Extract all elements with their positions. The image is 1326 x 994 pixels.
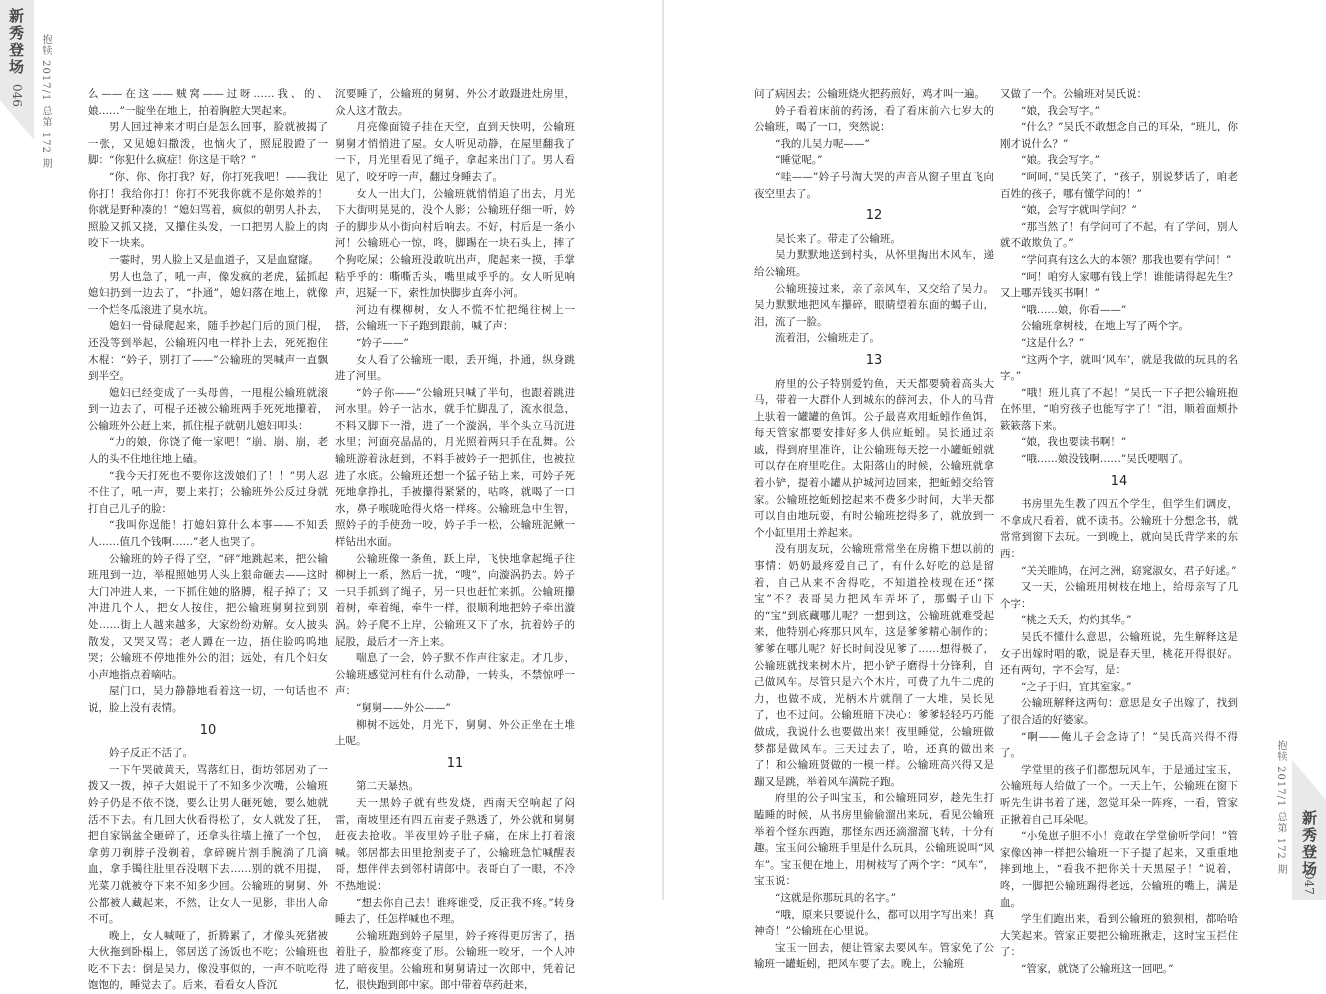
paragraph: “妗子——” [356, 336, 409, 349]
paragraph: 么——在这——贼窝——过呀……我、的、娘……”一腚坐在地上，拍着胸腔大哭起来。 [88, 88, 328, 117]
paragraph: 府里的公子特别爱钓鱼，天天都要骑着高头大马，带着一大群仆人到城东的薛河去，仆人的马背上驮着一罐罐的鱼饵。公子最喜欢用蚯蚓作鱼饵，每天管家都要安排好多人供应蚯蚓。吴长通过亲戚，得到府里准许，让公输班每天挖一小罐蚯蚓就可以存在府里吃住。太阳落山的时候，公输班就拿着小铲，提着小罐从护城河边回来，把蚯蚓交给管家。公输班挖蚯蚓挖起来不费多少时间，大半天都可以自由地玩耍，有时公输班挖得多了，就放到一个小缸里用土养起来。 [754, 377, 994, 539]
paragraph: 又一天，公输班用树枝在地上，给母亲写了几个字： [1000, 581, 1238, 610]
paragraph: 一下午哭破黄天，骂落红日，街坊邻居劝了一拨又一拨，掉子大姐说干了不知多少次嘴，公输班妗子仍是不依不饶，要么让男人砸死她，要么她就活不下去。有几回大伙看得松了，女人就发了狂，把自家锅盆全砸碎了，还拿头往墙上撞了一个包，拿剪刀剃脖子没剃着，拿碎碗片割手腕淌了几滴血，拿手镯往肚里吞没咽下去……别的就不用提，光菜刀就被夺下来不知多少回。公输班的舅舅、外公都被人藏起来，不然，让女人一见影，非出人命不可。 [88, 763, 328, 926]
section-heading: 14 [1110, 473, 1128, 489]
paragraph: “力的娘，你饶了俺一家吧！”崩、崩、崩，老人的头不住地往地上磕。 [88, 436, 328, 466]
paragraph: “舅舅——外公——” [356, 701, 451, 714]
paragraph: 男人回过神来才明白是怎么回事，脸就被揭了一张，又见媳妇撒泼，也恼火了，照屁股蹬了一脚：“你犯什么疯症！你这是干啥？” [88, 121, 328, 167]
paragraph: 沉要睡了，公输班的舅舅、外公才敢蹑进灶房里，众人这才散去。 [335, 88, 575, 117]
paragraph: 喘息了一会，妗子默不作声往家走。才几步，公输班感觉河柱有什么动静，一转头，不禁惊呼一声： [335, 652, 575, 698]
paragraph: 公输班的妗子得了空，“砰”地跳起来，把公输班甩到一边，举棍照她男人头上狠命砸去——这时大门冲进人来，一下抓住她的胳膊，棍子掉了；又冲进几个人，把女人按住，把公输班舅舅拉到别处……街上人越来越多，大家纷纷劝解。女人披头散发，又哭又骂；老人蹲在一边，捂住脸呜呜地哭；公输班不停地推外公的泪；远处，有几个妇女小声地指点着嘀咕。 [88, 552, 328, 681]
text-column-1 [88, 86, 328, 992]
paragraph: “哇——”妗子号淘大哭的声音从窗子里直飞向夜空里去了。 [754, 170, 994, 200]
paragraph: “这两个字，就叫‘风车’，就是我做的玩具的名字。” [1000, 353, 1238, 383]
text-column-2 [335, 86, 575, 992]
paragraph: 书房里先生教了四五个学生，但学生们调皮，不拿成尺看着，就不读书。公输班十分想念书，就常常到窗下去玩。一到晚上，就向吴氏背学来的东西： [1000, 498, 1238, 561]
paragraph: 流着泪，公输班走了。 [775, 332, 880, 345]
right-tab-notch [1292, 760, 1326, 800]
paragraph: 男人也急了，吼一声，像发疯的老虎，猛抓起媳妇扔到一边去了，“扑通”，媳妇落在地上，就像一个烂冬瓜滚进了臭水坑。 [88, 270, 328, 316]
paragraph: 一霎时，男人脸上又是血道子，又是血窟窿。 [109, 253, 319, 266]
paragraph: “哦……娘没钱啊……”吴氏哽咽了。 [1021, 453, 1190, 466]
paragraph: 媳妇已经变成了一头母兽，一甩棍公输班就滚到一边去了，可棍子还被公输班两手死死地攥着，公输班外公赶上来，抓住棍子就朝儿媳妇叩头： [88, 386, 328, 432]
paragraph: “我的儿吴力呢——” [775, 137, 870, 150]
paragraph: 河边有棵柳树，女人不慌不忙把绳往树上一搭，公输班一下子跑到跟前，喊了声： [335, 303, 575, 333]
paragraph: “哦，原来只要说什么，都可以用字写出来！真神奇！”公输班在心里说。 [754, 908, 994, 938]
paragraph: “想去你自己去！谁疼谁受，反正我不疼。”转身睡去了，任怎样喊也不理。 [335, 896, 575, 926]
section-heading: 13 [865, 352, 883, 368]
paragraph: “妗子你——”公输班只喊了半句，也跟着跳进河水里。妗子一沾水，就手忙脚乱了，流水很急，不料又脚下一滑，进了一个漩涡，半个头立马沉进水里；河面亮晶晶的，月光照着两只手在乱舞。公输班游着泳赶到，不料手被妗子一把抓住，也被拉进了水底。公输班还想一个猛子钻上来，可妗子死死地拿挣扎，手被攥得紧紧的，咕咚，就喝了一口水，鼻子喉咙呛得火烙一样疼。公输班急中生智，照妗子的手使劲一咬，妗子手一松，公输班泥鳅一样钻出水面。 [335, 386, 575, 549]
paragraph: 公输班接过来，亲了亲风车，又交给了吴力。吴力默默地把风车攥碎，眼睛望着东面的蝎子山，泪，流了一脸。 [754, 282, 994, 328]
right-section-title: 新秀登场 [1300, 810, 1318, 878]
paragraph: “娘，会写字就叫学问？” [1021, 204, 1137, 217]
paragraph: 公输班拿树枝，在地上写了两个字。 [1021, 320, 1189, 333]
paragraph: 府里的公子叫宝玉，和公输班同岁，趁先生打瞌睡的时候，从书房里偷偷溜出来玩，看见公输班举着个怪东西跑，那怪东西还滴溜溜飞转，十分有趣。宝玉问公输班手里是什么玩具，公输班说叫“风车”。宝玉便在地上，用树枝写了两个字：“风车”，宝玉说： [754, 792, 994, 888]
section-heading: 10 [199, 722, 217, 738]
paragraph: 屋门口，吴力静静地看着这一切，一句话也不说，脸上没有表情。 [88, 685, 328, 714]
paragraph: “小兔崽子胆不小！竟敢在学堂偷听学问！”管家像凶神一样把公输班一下子提了起来，又重重地摔到地上，“看我不把你关十天黑屋子！”说着，咚，一脚把公输班踢得老远，公输班的嘴上，满是血。 [1000, 830, 1238, 909]
paragraph: “睡觉呢。” [775, 154, 823, 167]
left-section-title: 新秀登场 [7, 8, 25, 76]
paragraph: 问了病因去；公输班烧火把药煎好，鸡才叫一遍。 [754, 88, 985, 100]
paragraph: “这就是你那玩具的名字。” [775, 891, 896, 904]
paragraph: 第二天暴热。 [356, 780, 419, 793]
paragraph: “管家，就饶了公输班这一回吧。” [1021, 962, 1174, 975]
paragraph: 媳妇一骨碌爬起来，随手抄起门后的顶门棍，还没等到举起，公输班闪电一样扑上去，死死抱住木棍：“妗子，别打了——”公输班的哭喊声一直飘到半空。 [88, 320, 328, 383]
paragraph: 宝玉一回去，便让管家去要风车。管家免了公输班一罐蚯蚓，把风车要了去。晚上，公输班 [754, 941, 994, 971]
paragraph: “我今天打死也不要你这泼娘们了！！”男人忍不住了，吼一声，要上来打；公输班外公反过身就打自己儿子的脸： [88, 469, 328, 515]
paragraph: 晚上，女人喊哑了，折腾累了，才像头死猪被大伙拖到卧榻上，邻居送了汤饭也不吃；公输班也吃不下去：倒是吴力，像没事似的，一声不吭吃得饱饱的，睡觉去了。后来，看看女人昏沉 [88, 929, 328, 992]
paragraph: “学问真有这么大的本领？那我也要有学问！” [1021, 253, 1232, 266]
paragraph: “那当然了！有学问可了不起，有了学问，别人就不敢欺负了。” [1000, 220, 1238, 250]
paragraph: “我叫你逞能！打媳妇算什么本事——不知丢人……值几个钱啊……”老人也哭了。 [88, 519, 328, 549]
paragraph: 公输班跑到妗子屋里，妗子疼得更厉害了，捂着肚子，脸都疼变了形。公输班一咬牙，一个人冲进了暗夜里。公输班和舅舅请过一次郎中，凭着记忆，很快跑到郎中家。郎中带着草药赶来， [335, 929, 575, 992]
section-heading: 12 [865, 208, 883, 224]
paragraph: 吴氏不懂什么意思，公输班说，先生解释这是女子出嫁时唱的歌，说是春天里，桃花开得很好。还有两句，字不会写，是： [1000, 631, 1238, 677]
paragraph: “你、你、你打我？好，你打死我吧！——我让你打！我给你打！你打不死我你就不是你娘养的！你就是野种凑的！”媳妇骂着，疯似的朝男人扑去，照脸又抓又挠，又攥住头发，一口把男人脸上的肉咬下一块来。 [88, 170, 328, 250]
paragraph: “娘，我也要读书啊！” [1021, 436, 1127, 449]
left-page-number: 046 [10, 84, 24, 107]
paragraph: “这是什么？” [1021, 336, 1085, 349]
paragraph: “桃之夭夭，灼灼其华。” [1021, 614, 1132, 627]
paragraph: “呵呵，”吴氏笑了，“孩子，别说梦话了，咱老百姓的孩子，哪有懂学问的！” [1000, 170, 1238, 200]
paragraph: 公输班像一条鱼，跃上岸，飞快地拿起绳子往柳树上一系，然后一扰，“嗖”，向漩涡扔去。妗子一只手抓到了绳子，另一只也赶忙来抓。公输班攥着树，牵着绳，牵牛一样，很顺利地把妗子牵出漩涡。妗子爬不上岸，公输班又下了水，抗着妗子的屁股，最后才一齐上来。 [335, 552, 575, 648]
text-column-4 [1000, 86, 1238, 975]
paragraph: 妗子反正不活了。 [109, 747, 193, 760]
paragraph: “什么？”吴氏不敢想念自己的耳朵，“班儿，你刚才说什么？” [1000, 121, 1238, 150]
paragraph: 天一黑妗子就有些发烧，西南天空响起了闷雷，南坡里还有四五亩麦子熟透了，外公就和舅舅赶夜去抢收。半夜里妗子肚子痛，在床上打着滚喊。邻居都去田里抢割麦子了，公输班急忙喊醒表哥，想伴伴去到邻村请郎中。表哥白了一眼，不冷不热地说： [335, 796, 575, 892]
paragraph: 女人看了公输班一眼，丢开绳，扑通，纵身跳进了河里。 [335, 353, 575, 383]
paragraph: “娘。我会写字。” [1021, 154, 1100, 167]
paragraph: 柳树不远处，月光下，舅舅、外公正坐在土堆上呢。 [335, 718, 575, 748]
right-issue-info: 抱犊 2017/1 总第 172 期 [1275, 740, 1286, 875]
paragraph: 学生们跑出来，看到公输班的狼狈相，都哈哈大笑起来。管家正要把公输班揪走，这时宝玉拦住了： [1000, 913, 1238, 959]
paragraph: 没有朋友玩，公输班常常坐在房檐下想以前的事情：奶奶最疼爱自己了，有什么好吃的总是留着，自己从来不舍得吃，不知道拴枝现在还“探宝”不？表哥吴力把风车弄坏了，那蝎子山下的“宝”到底藏哪儿呢？一想到这，公输班就难受起来，他特别心疼那只风车，这是爹爹精心制作的；爹爹在哪儿呢？好长时间没见爹了……想得极了，公输班就找来树木片，把小铲子磨得十分锋利，自己做风车。尽管只是六个木片，可费了九牛二虎的力，也做不成，光柄木片就削了一大堆，吴长见了，也不过问。公输班暗下决心：爹爹轻轻巧巧能做成，我说什么也要做出来！夜里睡觉，公输班做梦都是做风车。三天过去了，哈，还真的做出来了！和公输班贤做的一模一样。公输班高兴得又是蹦又是跳，举着风车满院子跑。 [754, 543, 994, 788]
paragraph: “关关睢鸠，在河之洲，窈窕淑女，君子好逑。” [1021, 564, 1237, 577]
paragraph: “哦……娘，你看——” [1021, 303, 1127, 316]
paragraph: 吴力默默地送到村头，从怀里掏出木风车，递给公输班。 [754, 249, 994, 278]
paragraph: “之子于归，宜其室家。” [1021, 680, 1132, 693]
paragraph: 女人一出大门，公输班就悄悄追了出去，月光下大街明晃晃的，没个人影；公输班仔细一听，妗子的脚步从小街向村后响去。不好，村后是一条小河！公输班心一惊，咚，脚踢在一块石头上，摔了个狗吃屎；公输班没敢吭出声，爬起来一摸，手掌粘乎乎的：嘶嘶舌头，嘴里咸乎乎的。女人听见响声，迟疑一下，索性加快脚步直奔小河。 [335, 187, 575, 300]
paragraph: “啊——俺儿子会念诗了！”吴氏高兴得不得了。 [1000, 730, 1238, 760]
paragraph: 月亮像面镜子挂在天空，直到天快明，公输班舅舅才悄悄进了屋。女人听见动静，在屋里翻我了一下，月光里看见了绳子，拿起来出门了。男人看见了，咬牙哼一声，翻过身睡去了。 [335, 121, 575, 183]
paragraph: 吴长来了。带走了公输班。 [775, 232, 901, 245]
page-fold [662, 0, 664, 900]
paragraph: 学堂里的孩子们都想玩风车，于是通过宝玉，公输班每人给做了一个。一天上午，公输班在窗下听先生讲书着了迷，忽觉耳朵一阵疼，一看，管家正揪着自己耳朵呢。 [1000, 763, 1238, 826]
left-issue-info: 抱犊 2017/1 总第 172 期 [40, 34, 51, 169]
paragraph: “哦！班儿真了不起！”吴氏一下子把公输班抱在怀里，“咱穷孩子也能写字了！”泪，顺着面颊扑簌簌落下来。 [1000, 386, 1238, 432]
paragraph: 公输班解释这两句：意思是女子出嫁了，找到了很合适的好婆家。 [1000, 697, 1238, 726]
right-page-number: 047 [1302, 872, 1316, 895]
section-heading: 11 [446, 755, 464, 771]
paragraph: “娘，我会写字。” [1021, 104, 1100, 117]
paragraph: “呵！咱穷人家哪有钱上学！谁能请得起先生？又上哪弄钱买书啊！” [1000, 270, 1238, 300]
paragraph: 妗子看着床前的药汤，看了看床前六七岁大的公输班，喝了一口，突然说： [754, 104, 994, 134]
paragraph: 又做了一个。公输班对吴氏说： [1000, 88, 1147, 100]
text-column-3 [754, 86, 994, 971]
